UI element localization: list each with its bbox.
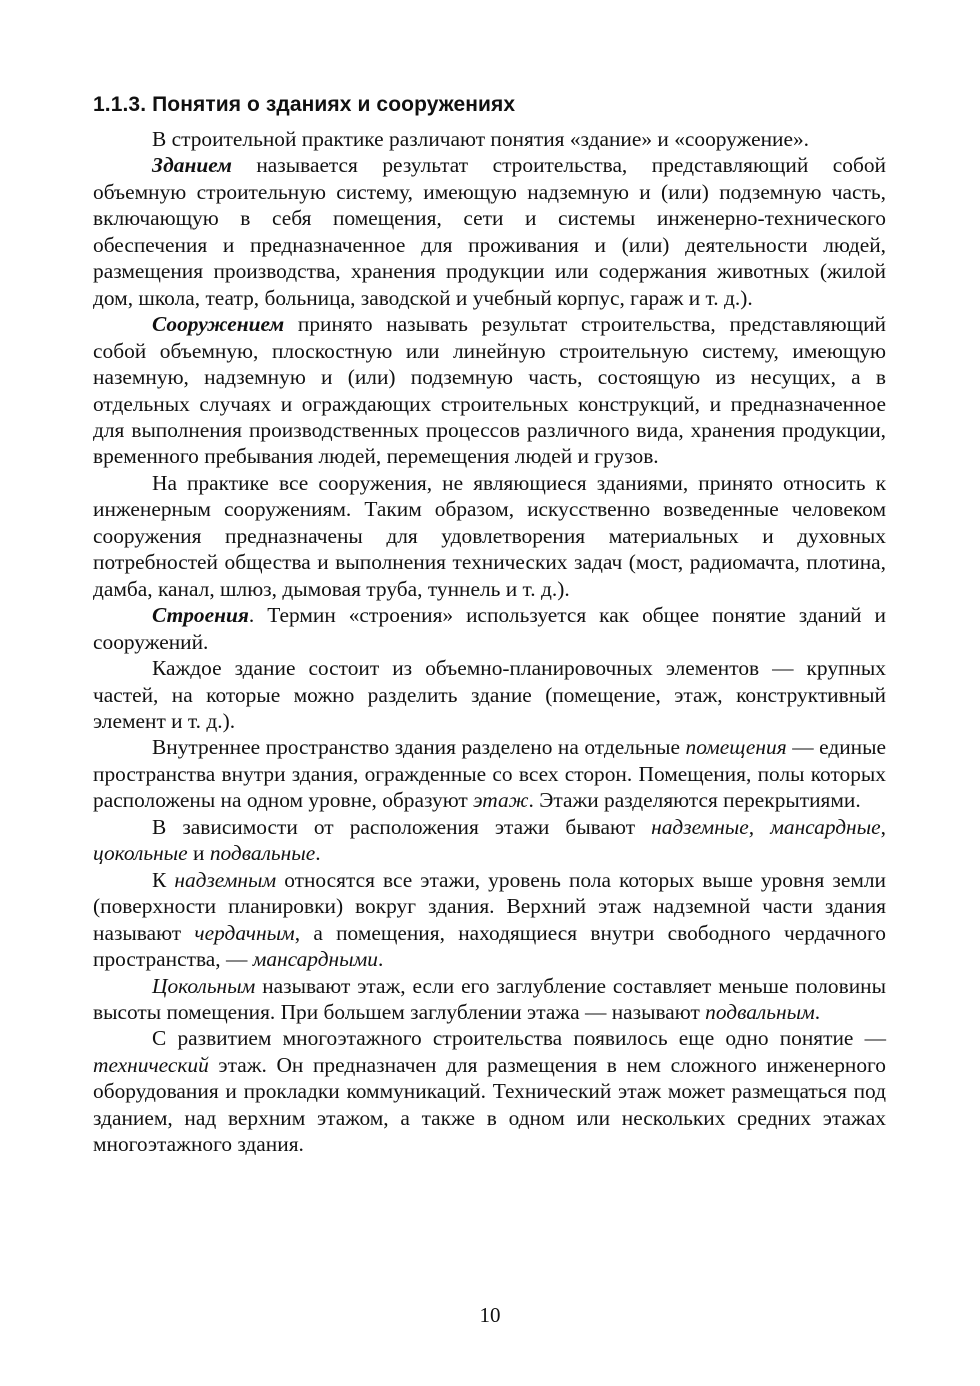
paragraph-text: На практике все сооружения, не являющиеся зданиями, принято относить к инженерным сооружениям. Таким образом, искусственно возведенные человеком сооружения предназначены для удовлетворения материальных и духовных потребностей общества и выполнения технических задач (мост, радиомачта, плотина, дамба, канал, шлюз, дымовая труба, туннель и т. д.). bbox=[93, 470, 886, 601]
term-mansard-rooms: мансардными bbox=[252, 947, 378, 972]
term-technical: технический bbox=[93, 1052, 209, 1077]
paragraph-separator: , bbox=[880, 814, 886, 839]
term-rooms: помещения bbox=[685, 735, 787, 760]
paragraph-plinth-floor bbox=[93, 973, 886, 1026]
term-attic: чердачным bbox=[194, 920, 295, 945]
paragraph-volume-elements bbox=[93, 655, 886, 734]
paragraph-above-ground-floors bbox=[93, 867, 886, 973]
paragraph-structure-definition bbox=[93, 311, 886, 470]
term-basement-floor: подвальным bbox=[705, 999, 815, 1024]
paragraph-text: этаж. Он предназначен для размещения в нем сложного инженерного оборудования и прокладки коммуникаций. Технический этаж может размещаться под зданием, над верхним этажом, а также в одном или нескольких средних этажах многоэтажного здания. bbox=[93, 1052, 886, 1157]
paragraph-text: называют этаж, если его заглубление составляет меньше половины высоты помещения. При большем заглублении этажа — называют bbox=[93, 973, 886, 1024]
paragraph-floor-types bbox=[93, 814, 886, 867]
term-building: Зданием bbox=[152, 153, 232, 178]
paragraph-text: Каждое здание состоит из объемно-планировочных элементов — крупных частей, на которые можно разделить здание (помещение, этаж, конструктивный элемент и т. д.). bbox=[93, 656, 886, 733]
term-plinth-floor: Цокольным bbox=[152, 973, 256, 998]
paragraph-text: , а помещения, находящиеся внутри свободного чердачного пространства, — bbox=[93, 920, 886, 972]
paragraph-text: В зависимости от расположения этажи бывают bbox=[152, 814, 652, 839]
paragraph-text: . bbox=[315, 841, 321, 866]
term-above-ground: надземные bbox=[651, 814, 749, 839]
term-mansard: мансардные bbox=[770, 814, 881, 839]
page-number: 10 bbox=[479, 1303, 501, 1327]
paragraph-text: . Термин «строения» используется как общее понятие зданий и сооружений. bbox=[93, 603, 886, 654]
document-page bbox=[93, 92, 886, 1158]
term-basement: подвальные bbox=[209, 841, 316, 866]
paragraph-text: относятся все этажи, уровень пола которых выше уровня земли (поверхности планировки) вокруг здания. Верхний этаж надземной части здания называют bbox=[93, 867, 886, 945]
paragraph-technical-floor bbox=[93, 1025, 886, 1157]
paragraph-text: К bbox=[152, 867, 175, 892]
paragraph-building-definition bbox=[93, 152, 886, 311]
paragraph-text: . bbox=[814, 999, 821, 1024]
paragraph-text: Внутреннее пространство здания разделено на отдельные bbox=[152, 735, 686, 760]
paragraph-text: . Этажи разделяются перекрытиями. bbox=[528, 788, 861, 813]
paragraph-text: — единые пространства внутри здания, огражденные со всех сторон. Помещения, полы которых расположены на одном уровне, образуют bbox=[93, 735, 886, 813]
paragraph-constructions-definition bbox=[93, 602, 886, 655]
paragraph-intro bbox=[93, 126, 886, 152]
term-floor: этаж bbox=[473, 788, 529, 813]
paragraph-separator: , bbox=[748, 814, 771, 839]
paragraph-rooms bbox=[93, 734, 886, 813]
paragraph-text: С развитием многоэтажного строительства появилось еще одно понятие — bbox=[152, 1026, 886, 1051]
term-plinth: цокольные bbox=[93, 841, 188, 866]
paragraph-text: называется результат строительства, представляющий собой объемную строительную систему, имеющую надземную и (или) подземную часть, включающую в себя помещения, сети и системы инженерно-технического обеспечения и предназначенное для проживания и (или) деятельности людей, размещения производства, хранения продукции или содержания животных (жилой дом, школа, театр, больница, заводской и учебный корпус, гараж и т. д.). bbox=[93, 153, 886, 310]
paragraph-engineering-structures bbox=[93, 470, 886, 602]
paragraph-text: В строительной практике различают понятия «здание» и «сооружение». bbox=[152, 127, 810, 151]
paragraph-text: принято называть результат строительства, представляющий собой объемную, плоскостную или линейную строительную систему, имеющую наземную, надземную и (или) подземную часть, состоящую из несущих, а в отдельных случаях и ограждающих строительных конструкций, и предназначенное для выполнения производственных процессов различного вида, хранения продукции, временного пребывания людей, перемещения людей и грузов. bbox=[93, 312, 886, 469]
term-structure: Сооружением bbox=[152, 312, 285, 337]
paragraph-text: и bbox=[187, 841, 210, 866]
term-above-ground-floors: надземным bbox=[174, 867, 277, 892]
section-heading: 1.1.3. Понятия о зданиях и сооружениях bbox=[93, 93, 516, 116]
paragraph-text: . bbox=[377, 947, 384, 972]
document-body bbox=[93, 126, 886, 1158]
term-constructions: Строения bbox=[152, 603, 249, 628]
